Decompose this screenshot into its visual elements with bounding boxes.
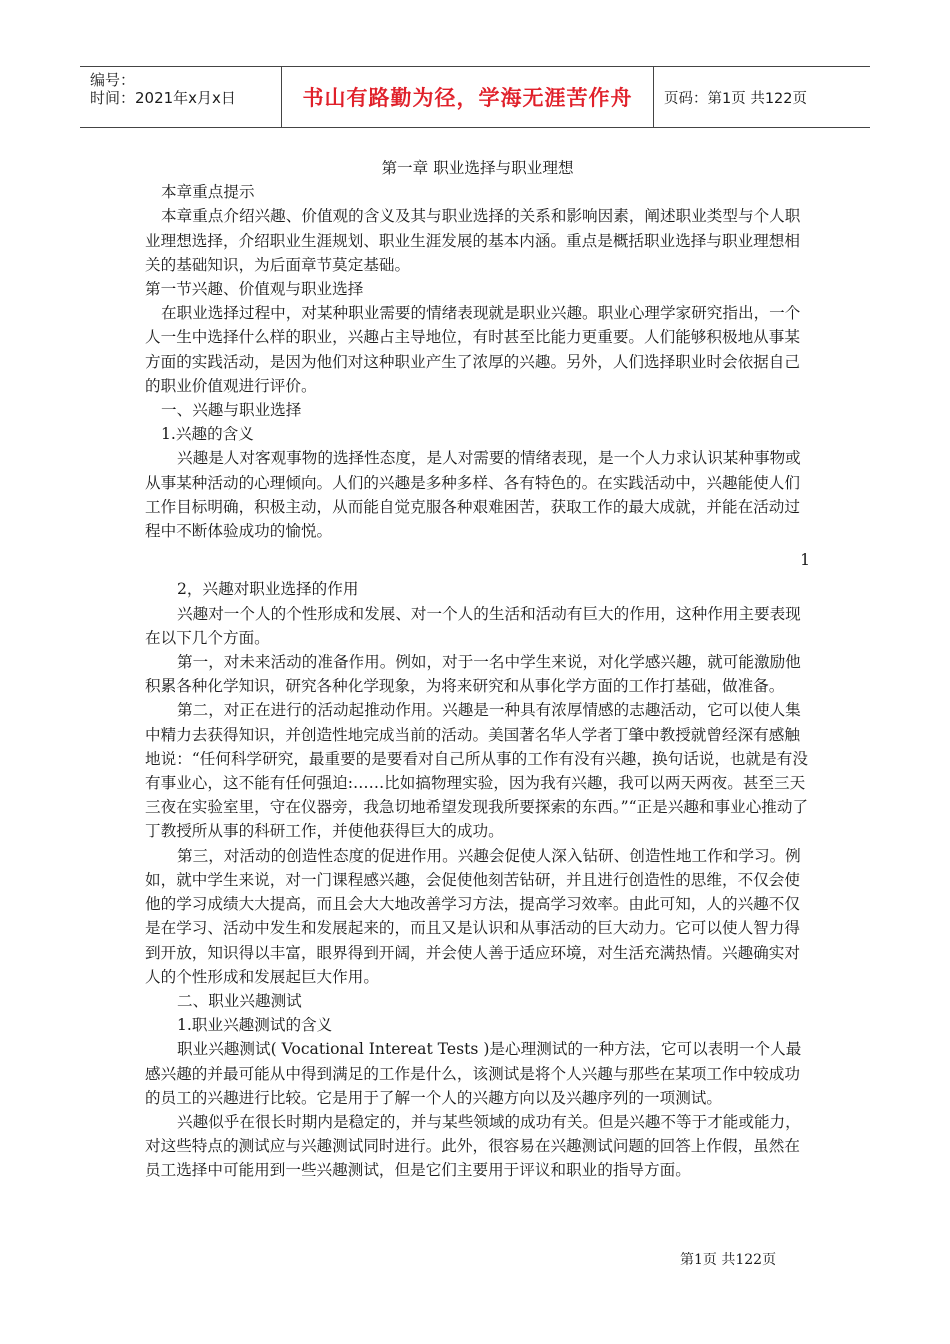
header-meta: [80, 67, 282, 127]
paragraph: 兴趣是人对客观事物的选择性态度，是人对需要的情绪表现，是一个人力求认识某种事物或从事某种活动的心理倾向。人们的兴趣是多种多样、各有特色的。在实践活动中，兴趣能使人们工作目标明确，积极主动，从而能自觉克服各种艰难困苦，获取工作的最大成就，并能在活动过程中不断体验成功的愉悦。: [145, 449, 801, 541]
paragraph: 在职业选择过程中，对某种职业需要的情绪表现就是职业兴趣。职业心理学家研究指出，一个人一生中选择什么样的职业，兴趣占主导地位，有时甚至比能力更重要。人们能够积极地从事某方面的实践活动，是因为他们对这种职业产生了浓厚的兴趣。另外，人们选择职业时会依据自己的职业价值观进行评价。: [145, 304, 801, 395]
inline-page-number: 1: [800, 551, 810, 570]
paragraph: 职业兴趣测试( Vocational Intereat Tests )是心理测试的一种方法，它可以表明一个人最感兴趣的并最可能从中得到满足的工作是什么，该测试是将个人兴趣与那些在某项工作中较成功的员工的兴趣进行比较。它是用于了解一个人的兴趣方向以及兴趣序列的一项测试。: [145, 1040, 802, 1107]
paragraph: 第一，对未来活动的准备作用。例如，对于一名中学生来说，对化学感兴趣，就可能激励他积累各种化学知识，研究各种化学现象，为将来研究和从事化学方面的工作打基础，做准备。: [145, 653, 801, 696]
document-body: [145, 156, 810, 1183]
chapter-title: 第一章 职业选择与职业理想: [381, 159, 574, 177]
subsection-heading: 1.兴趣的含义: [161, 425, 254, 444]
subsection-heading: 二、职业兴趣测试: [177, 991, 302, 1010]
paragraph: 本章重点提示: [161, 183, 255, 202]
document-time-label: 时间：2021年x月x日: [90, 89, 236, 107]
subsection-heading: 2，兴趣对职业选择的作用: [177, 580, 359, 599]
section-heading: 第一节兴趣、价值观与职业选择: [145, 280, 364, 299]
document-number-label: 编号：: [90, 71, 136, 89]
page-footer: 第1页 共122页: [680, 1252, 777, 1268]
paragraph: 兴趣似乎在很长时期内是稳定的，并与某些领域的成功有关。但是兴趣不等于才能或能力，对这些特点的测试应与兴趣测试同时进行。此外，很容易在兴趣测试问题的回答上作假，虽然在员工选择中可能用到一些兴趣测试，但是它们主要用于评议和职业的指导方面。: [145, 1112, 801, 1180]
paragraph: 本章重点介绍兴趣、价值观的含义及其与职业选择的关系和影响因素，阐述职业类型与个人职业理想选择，介绍职业生涯规划、职业生涯发展的基本内涵。重点是概括职业选择与职业理想相关的基础知识，为后面章节莫定基础。: [145, 207, 801, 274]
page-header: [80, 66, 870, 128]
subsection-heading: 1.职业兴趣测试的含义: [177, 1016, 333, 1035]
header-motto: 书山有路勤为径，学海无涯苦作舟: [282, 67, 654, 127]
subsection-heading: 一、兴趣与职业选择: [161, 401, 302, 420]
header-page-info: 页码：第1页 共122页: [664, 90, 808, 107]
paragraph: 第三，对活动的创造性态度的促进作用。兴趣会促使人深入钻研、创造性地工作和学习。例如，就中学生来说，对一门课程感兴趣，会促使他刻苦钻研，并且进行创造性的思维，不仅会使他的学习成绩大大提高，而且会大大地改善学习方法，提高学习效率。由此可知，人的兴趣不仅是在学习、活动中发生和发展起来的，而且又是认识和从事活动的巨大动力。它可以使人智力得到开放，知识得以丰富，眼界得到开阔，并会使人善于适应环境，对生活充满热情。兴趣确实对人的个性形成和发展起巨大作用。: [145, 846, 801, 986]
paragraph: 兴趣对一个人的个性形成和发展、对一个人的生活和活动有巨大的作用，这种作用主要表现在以下几个方面。: [145, 604, 801, 647]
paragraph: 第二，对正在进行的活动起推动作用。兴趣是一种具有浓厚情感的志趣活动，它可以使人集中精力去获得知识，并创造性地完成当前的活动。美国著名华人学者丁肇中教授就曾经深有感触地说：“任何科学研究，最重要的是要看对自己所从事的工作有没有兴趣，换句话说，也就是有没有事业心，这不能有任何强迫:……比如搞物理实验，因为我有兴趣，我可以两天两夜。甚至三天三夜在实验室里，守在仪器旁，我急切地希望发现我所要探索的东西。”“正是兴趣和事业心推动了丁教授所从事的科研工作，并使他获得巨大的成功。: [145, 701, 809, 841]
